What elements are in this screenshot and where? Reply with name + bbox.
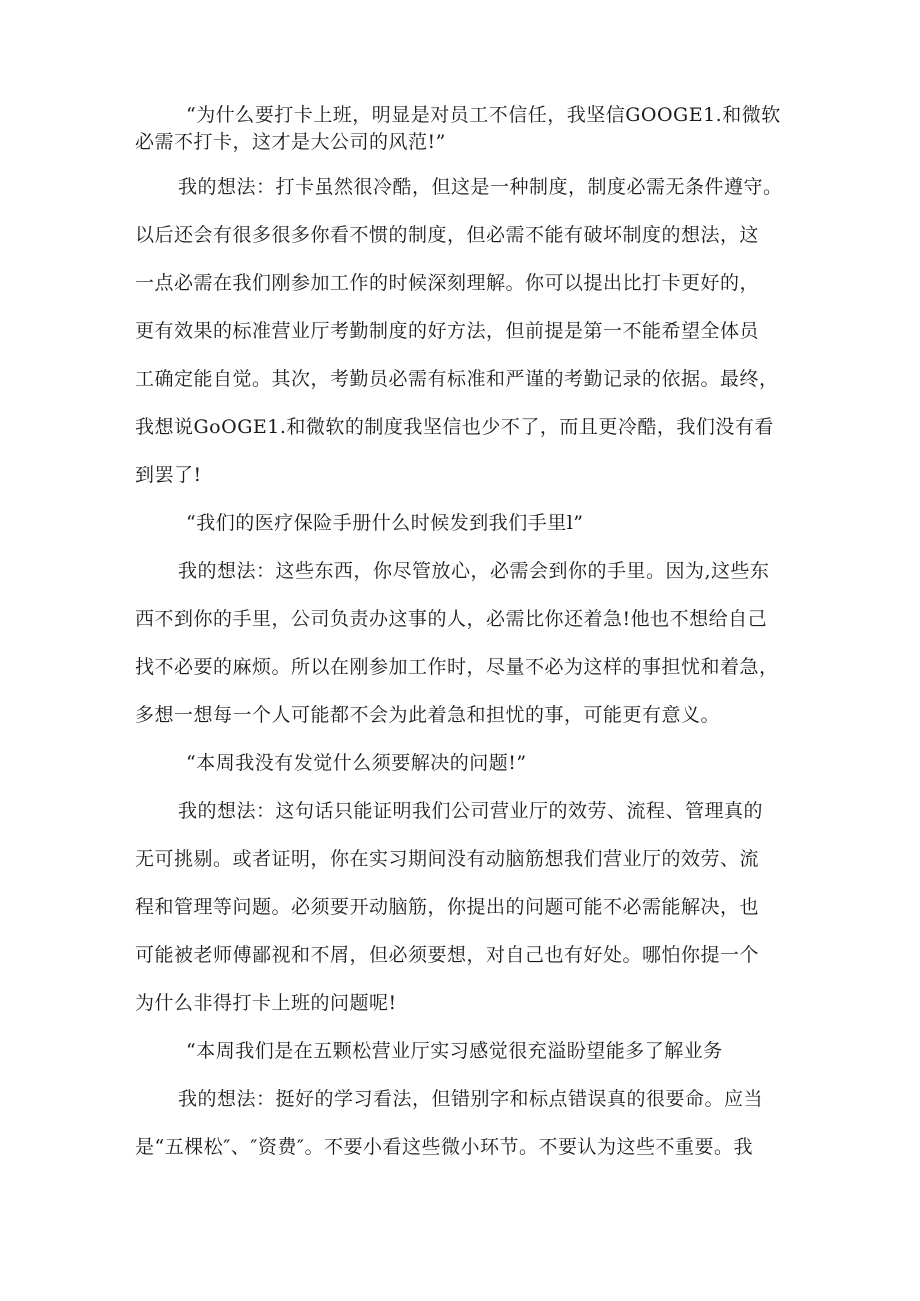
paragraph-line: 西不到你的手里，公司负责办这事的人，必需比你还着急!他也不想给自己 — [135, 608, 768, 630]
paragraph-line: 我想说GoOGE1.和微软的制度我坚信也少不了，而且更冷酷，我们没有看 — [135, 416, 774, 438]
paragraph-line: “我们的医疗保险手册什么时候发到我们手里l” — [186, 512, 584, 534]
paragraph-line: 我的想法：挺好的学习看法，但错别字和标点错误真的很要命。应当 — [178, 1088, 764, 1110]
paragraph-line: 到罢了! — [135, 464, 202, 486]
paragraph-line: 一点必需在我们刚参加工作的时候深刻理解。你可以提出比打卡更好的， — [135, 272, 760, 294]
paragraph-line: 工确定能自觉。其次，考勤员必需有标准和严谨的考勤记录的依据。最终， — [135, 368, 779, 390]
paragraph-line: 是“五棵松″、″资费″。不要小看这些微小环节。不要认为这些不重要。我 — [135, 1136, 754, 1158]
paragraph-line: 我的想法：这些东西，你尽管放心，必需会到你的手里。因为,这些东 — [178, 560, 770, 582]
paragraph-line: 必需不打卡，这才是大公司的风范!” — [135, 131, 446, 153]
paragraph-line: “本周我没有发觉什么须要解决的问题!” — [186, 752, 527, 774]
paragraph-line: 多想一想每一个人可能都不会为此着急和担忧的事，可能更有意义。 — [135, 704, 721, 726]
paragraph-line: 为什么非得打卡上班的问题呢! — [135, 992, 397, 1014]
paragraph-line: “本周我们是在五颗松营业厅实习感觉很充溢盼望能多了解业务 — [186, 1040, 723, 1062]
paragraph-line: 程和管理等问题。必须要开动脑筋，你提出的问题可能不必需能解决，也 — [135, 896, 760, 918]
paragraph-line: 找不必要的麻烦。所以在刚参加工作时，尽量不必为这样的事担忧和着急， — [135, 656, 779, 678]
paragraph-line: 以后还会有很多很多你看不惯的制度，但必需不能有破坏制度的想法，这 — [135, 224, 760, 246]
paragraph-line: 更有效果的标准营业厅考勤制度的好方法，但前提是第一不能希望全体员 — [135, 320, 760, 342]
paragraph-line: 我的想法：这句话只能证明我们公司营业厅的效劳、流程、管理真的 — [178, 800, 764, 822]
paragraph-line: 无可挑剔。或者证明，你在实习期间没有动脑筋想我们营业厅的效劳、流 — [135, 848, 760, 870]
paragraph-line: 可能被老师傅鄙视和不屑，但必须要想，对自己也有好处。哪怕你提一个 — [135, 944, 760, 966]
paragraph-line: “为什么要打卡上班，明显是对员工不信任，我坚信GOOGE1.和微软 — [186, 104, 781, 126]
paragraph-line: 我的想法：打卡虽然很冷酷，但这是一种制度，制度必需无条件遵守。 — [178, 176, 783, 198]
